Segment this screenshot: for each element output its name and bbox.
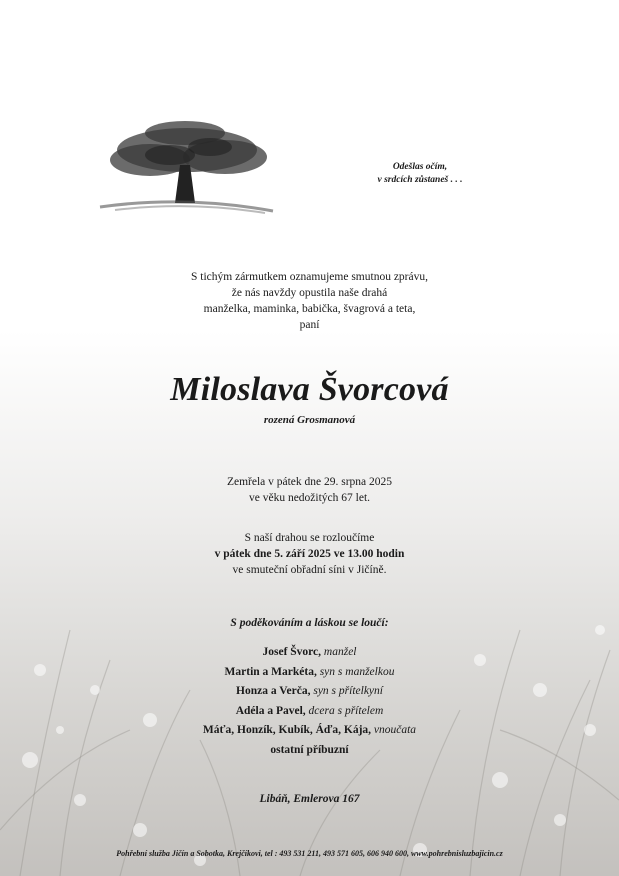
deceased-name: Miloslava Švorcová [170,371,449,408]
announcement-intro [0,269,619,333]
mourner-names: Josef Švorc, [262,646,322,658]
death-line: ve věku nedožitých 67 let. [248,492,371,504]
funeral-details [0,530,619,578]
motto [360,161,480,187]
mourner-relation: vnoučata [373,724,417,736]
mourner-row [0,721,619,741]
mourner-relation: dcera s přítelem [308,704,384,717]
mourner-names: ostatní příbuzní [270,743,349,756]
mourner-row [0,682,619,702]
motto-line: Odešlas očím, [392,162,448,172]
death-notice [0,474,619,506]
farewell-line: S naší drahou se rozloučíme [244,532,375,544]
tree-illustration [95,115,280,215]
mourner-row [0,663,619,683]
mourner-names: Adéla a Pavel, [235,704,306,717]
farewell-line: ve smuteční obřadní síni v Jičíně. [232,564,387,576]
mourner-relation: syn s přítelkyní [313,685,383,697]
intro-line: manželka, maminka, babička, švagrová a teta, [203,303,416,315]
family-address: Libáň, Emlerova 167 [259,793,360,805]
mourner-names: Máťa, Honzík, Kubík, Áďa, Kája, [202,724,372,736]
thanks-heading: S poděkováním a láskou se loučí: [230,617,389,629]
funeral-date-time: v pátek dne 5. září 2025 ve 13.00 hodin [214,548,405,560]
mourner-names: Honza a Verča, [236,685,311,697]
maiden-name: rozená Grosmanová [263,414,356,426]
intro-line: S tichým zármutkem oznamujeme smutnou zprávu, [191,271,428,283]
mourner-relation: syn s manželkou [319,665,395,678]
mourner-row [0,643,619,663]
death-line: Zemřela v pátek dne 29. srpna 2025 [226,476,393,488]
mourner-names: Martin a Markéta, [224,665,317,678]
intro-line: paní [299,319,320,331]
mourner-row [0,702,619,722]
mourners-list [0,643,619,760]
funeral-service-footer: Pohřební služba Jičín a Sobotka, Krejčíkovi, tel : 493 531 211, 493 571 605, 606 940 600, www.pohrebnisluzbajicin.cz [116,849,503,858]
motto-line: v srdcích zůstaneš . . . [377,175,463,185]
mourner-row [0,741,619,761]
mourner-relation: manžel [323,646,357,658]
intro-line: že nás navždy opustila naše drahá [231,287,388,299]
